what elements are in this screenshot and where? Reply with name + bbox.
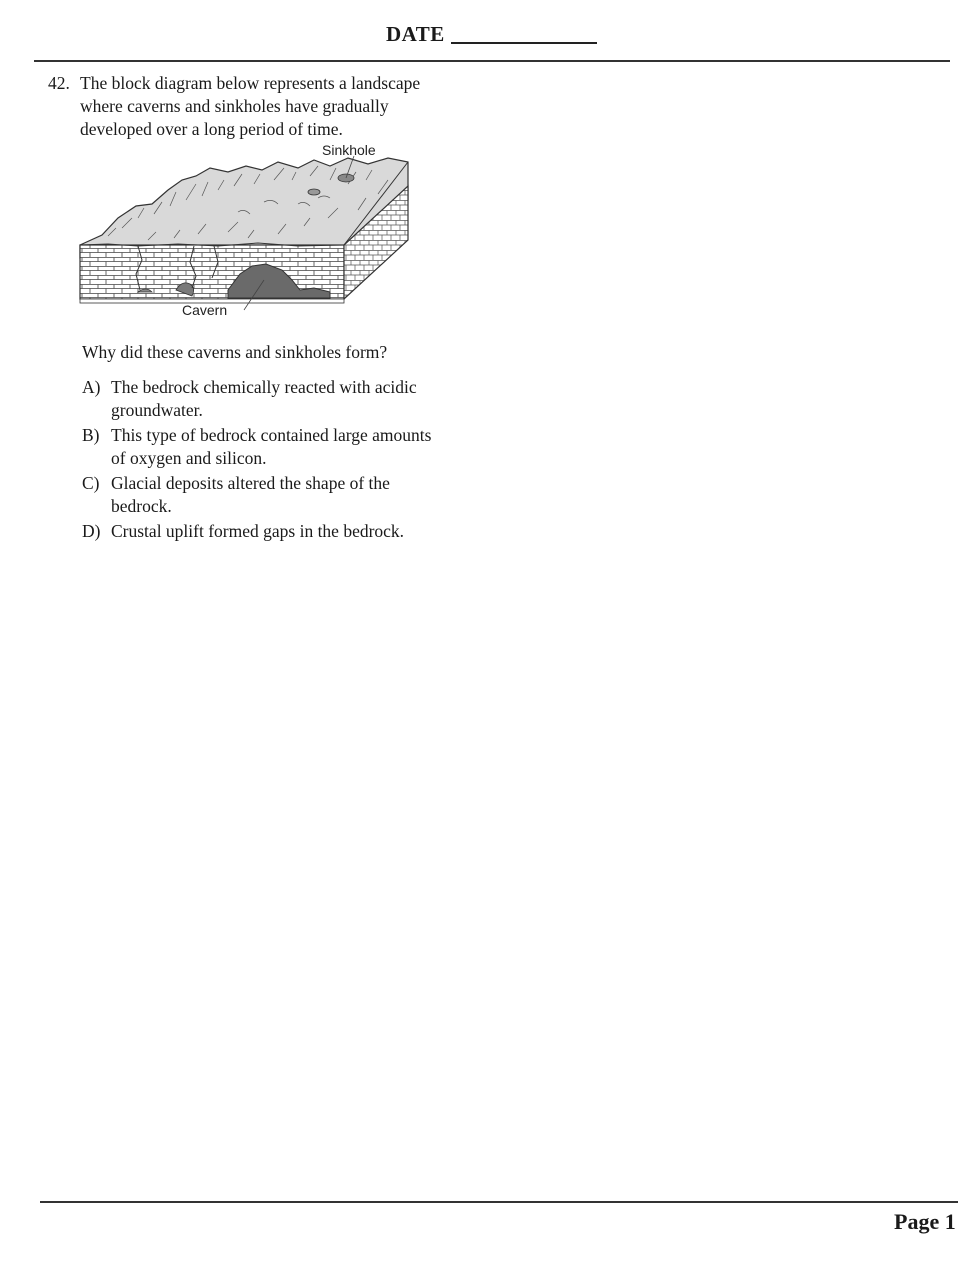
choice-letter: A) xyxy=(82,377,101,397)
answer-choices xyxy=(82,376,482,545)
choice-text: bedrock. xyxy=(111,496,172,516)
question-stem-line: developed over a long period of time. xyxy=(80,119,343,139)
date-field xyxy=(386,22,597,47)
cavern-label: Cavern xyxy=(182,302,228,318)
choice-letter: D) xyxy=(82,521,101,541)
choice-c[interactable] xyxy=(82,472,482,518)
choice-text: This type of bedrock contained large amounts xyxy=(111,425,432,445)
date-blank-line xyxy=(451,42,597,44)
choice-text: The bedrock chemically reacted with acidic xyxy=(111,377,417,397)
choice-d[interactable] xyxy=(82,520,482,543)
choice-text: groundwater. xyxy=(111,400,203,420)
choice-letter: B) xyxy=(82,425,100,445)
question-number: 42. xyxy=(48,73,70,93)
choice-text: Glacial deposits altered the shape of the xyxy=(111,473,390,493)
block-diagram xyxy=(78,140,418,322)
choice-a[interactable] xyxy=(82,376,482,422)
footer-rule xyxy=(40,1201,958,1203)
sinkhole-label: Sinkhole xyxy=(322,142,376,158)
choice-b[interactable] xyxy=(82,424,482,470)
question-stem-line: where caverns and sinkholes have gradually xyxy=(80,96,389,116)
choice-text: Crustal uplift formed gaps in the bedrock. xyxy=(111,521,405,541)
question-stem xyxy=(80,72,480,141)
choice-text: of oxygen and silicon. xyxy=(111,448,267,468)
date-label: DATE xyxy=(386,22,445,46)
question-stem-line: The block diagram below represents a landscape xyxy=(80,73,421,93)
question-prompt: Why did these caverns and sinkholes form? xyxy=(82,342,388,362)
choice-letter: C) xyxy=(82,473,100,493)
block-diagram-drawing xyxy=(78,140,418,322)
header-rule xyxy=(34,60,950,62)
page-number: Page 1 xyxy=(894,1209,956,1234)
